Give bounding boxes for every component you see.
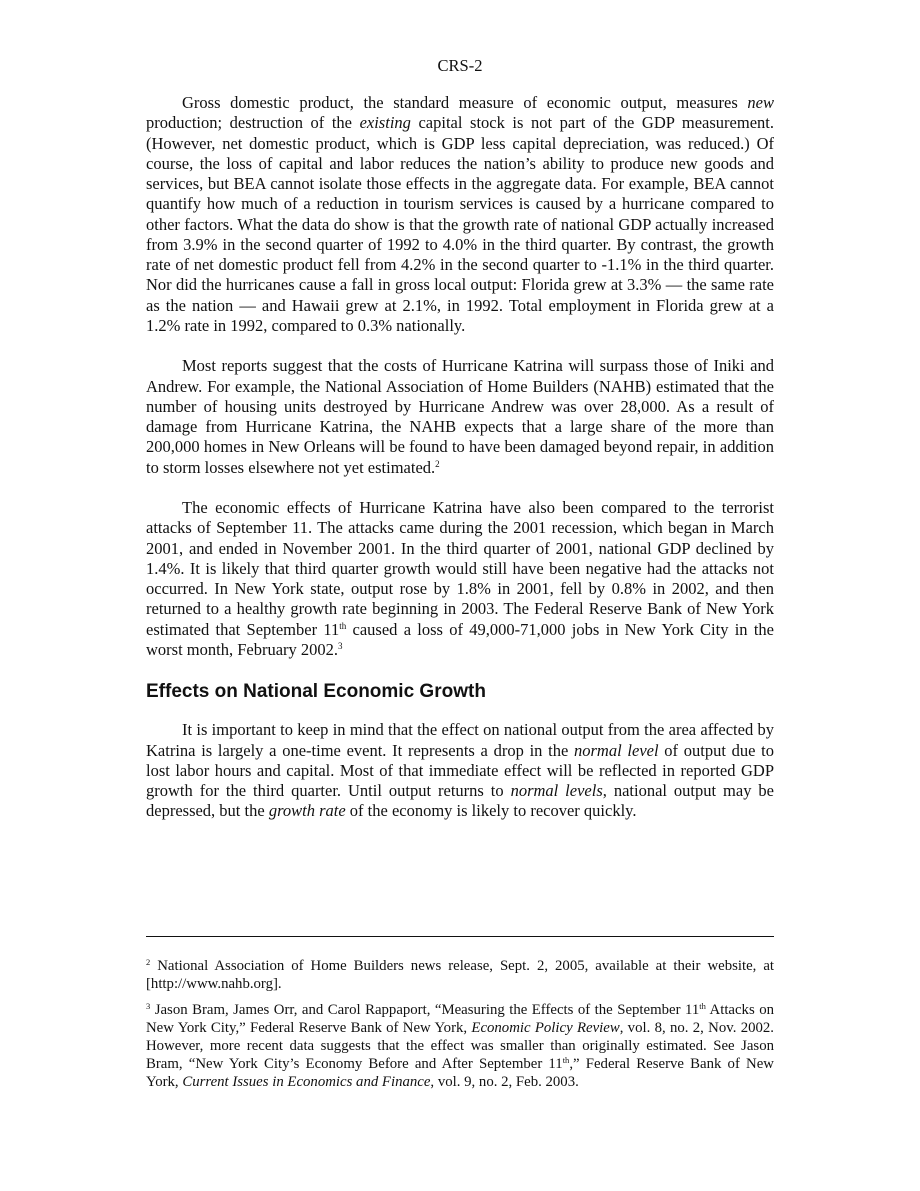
document-body [146, 93, 774, 842]
footnote-text: ,” Federal Reserve Bank of New York, [146, 1056, 774, 1090]
paragraph-gdp-measure [146, 93, 774, 336]
journal-title: Current Issues in Economics and Finance [182, 1074, 431, 1090]
footnotes [146, 957, 774, 1099]
text-run: Most reports suggest that the costs of Hurricane Katrina will surpass those of Iniki and Andrew. For example, the National Association of Home Builders (NAHB) estimated that the number of housing units destroyed by Hurricane Andrew was over 28,000. As a result of damage from Hurricane Katrina, the NAHB expects that a large share of the more than 200,000 homes in New Orleans will be found to have been damaged beyond repair, in addition to storm losses elsewhere not yet estimated. [146, 356, 774, 477]
footnote-number: 2 [146, 957, 151, 967]
text-run: Gross domestic product, the standard measure of economic output, measures [182, 93, 748, 112]
footnote-2 [146, 957, 774, 993]
emphasis-existing: existing [359, 113, 411, 133]
text-run: The economic effects of Hurricane Katrina have also been compared to the terrorist attacks of September 11. The attacks came during the 2001 recession, which began in March 2001, and ended in November 2001. In the third quarter of 2001, national GDP declined by 1.4%. It is likely that third quarter growth would still have been negative had the attacks not occurred. In New York state, output rose by 1.8% in 2001, fell by 0.8% in 2002, and then returned to a healthy growth rate beginning in 2003. The Federal Reserve Bank of New York estimated that September 11 [146, 498, 774, 639]
paragraph-september-11 [146, 498, 774, 660]
journal-title: Economic Policy Review [471, 1020, 620, 1036]
text-run: caused a loss of 49,000-71,000 jobs in New York City in the worst month, February 2002. [146, 619, 774, 659]
footnote-3 [146, 1001, 774, 1091]
section-heading: Effects on National Economic Growth [146, 681, 486, 703]
text-run: capital stock is not part of the GDP measurement. (However, net domestic product, which is GDP less capital depreciation, was reduced.) Of course, the loss of capital and labor reduces the nation’s ability to produce new goods and services, but BEA cannot isolate those effects in the aggregate data. For example, BEA cannot quantify how much of a reduction in tourism services is caused by a hurricane compared to other factors. What the data do show is that the growth rate of national GDP actually increased from 3.9% in the second quarter of 1992 to 4.0% in the third quarter. By contrast, the growth rate of net domestic product fell from 4.2% in the second quarter to -1.1% in the third quarter. Nor did the hurricanes cause a fall in gross local output: Florida grew at 3.3% — the same rate as the nation — and Hawaii grew at 2.1%, in 1992. Total employment in Florida grew at a 1.2% rate in 1992, compared to 0.3% nationally. [146, 113, 774, 335]
footnote-divider [146, 936, 774, 937]
footnote-text: National Association of Home Builders news release, Sept. 2, 2005, available at their website, at [http://www.nahb.org]. [146, 958, 775, 992]
footnote-text: Attacks on New York City,” Federal Reserve Bank of New York, [146, 1002, 774, 1036]
text-run: of the economy is likely to recover quickly. [345, 801, 637, 821]
paragraph-katrina-costs [146, 356, 774, 478]
footnote-ref-2[interactable]: 2 [435, 458, 440, 469]
emphasis-normal-levels: normal levels [510, 781, 603, 800]
footnote-text: , vol. 9, no. 2, Feb. 2003. [430, 1074, 579, 1090]
emphasis-new: new [747, 93, 774, 112]
page-number-header: CRS-2 [437, 56, 483, 75]
text-run: It is important to keep in mind that the effect on national output from the area affected by Katrina is largely a one-time event. It represents a drop in the [146, 720, 774, 760]
text-run: of output due to lost labor hours and capital. Most of that immediate effect will be reflected in reported GDP growth for the third quarter. Until output returns to [146, 740, 775, 800]
ordinal-suffix: th [562, 1055, 570, 1065]
emphasis-normal-level: normal level [574, 740, 659, 760]
emphasis-growth-rate: growth rate [268, 801, 346, 821]
footnote-text: , vol. 8, no. 2, Nov. 2002. However, more recent data suggests that the effect was smaller than originally estimated. See Jason Bram, “New York City’s Economy Before and After September 11 [146, 1020, 774, 1072]
paragraph-national-output [146, 720, 774, 821]
ordinal-suffix: th [339, 620, 347, 631]
footnote-text: Jason Bram, James Orr, and Carol Rappaport, “Measuring the Effects of the September 11 [154, 1002, 700, 1018]
footnote-ref-3[interactable]: 3 [338, 640, 343, 651]
ordinal-suffix: th [699, 1001, 706, 1011]
text-run: , national output may be depressed, but the [146, 781, 774, 821]
text-run: production; destruction of the [146, 113, 360, 133]
footnote-number: 3 [146, 1001, 151, 1011]
